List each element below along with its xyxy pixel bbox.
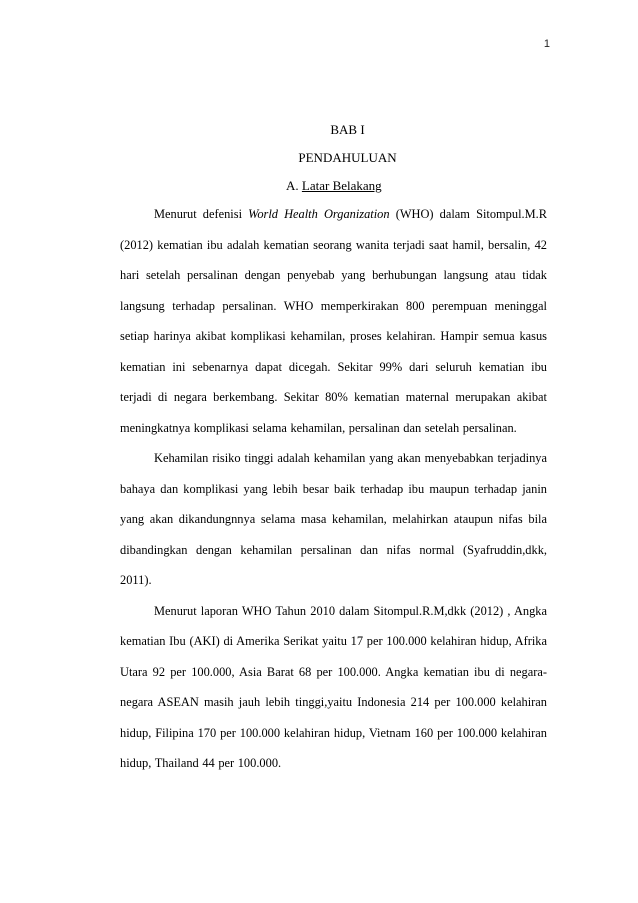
paragraph-1-before: Menurut defenisi	[154, 207, 249, 221]
section-title: Latar Belakang	[301, 178, 382, 193]
chapter-number: BAB I	[330, 122, 365, 137]
page-number: 1	[543, 38, 550, 50]
paragraph-1-after: (WHO) dalam Sitompul.M.R (2012) kematian ibu adalah kematian seorang wanita terjadi saat hamil, bersalin, 42 hari setelah persalinan dengan penyebab yang berhubungan langsung atau tidak langsung terhadap persalinan. WHO memperkirakan 800 perempuan meninggal setiap harinya akibat komplikasi kehamilan, proses kelahiran. Hampir semua kasus kematian ini sebenarnya dapat dicegah. Sekitar 99% dari seluruh kematian ibu terjadi di negara berkembang. Sekitar 80% kematian maternal merupakan akibat meningkatnya komplikasi selama kehamilan, persalinan dan setelah persalinan.	[120, 207, 547, 435]
paragraph-3: Menurut laporan WHO Tahun 2010 dalam Sitompul.R.M,dkk (2012) , Angka kematian Ibu (AKI) di Amerika Serikat yaitu 17 per 100.000 kelahiran hidup, Afrika Utara 92 per 100.000, Asia Barat 68 per 100.000. Angka kematian ibu di negara-negara ASEAN masih jauh lebih tinggi,yaitu Indonesia 214 per 100.000 kelahiran hidup, Filipina 170 per 100.000 kelahiran hidup, Vietnam 160 per 100.000 kelahiran hidup, Thailand 44 per 100.000.	[120, 603, 547, 770]
paragraph-1-italic: World Health Organization	[248, 207, 390, 221]
chapter-title: PENDAHULUAN	[298, 150, 397, 165]
paragraph-2: Kehamilan risiko tinggi adalah kehamilan yang akan menyebabkan terjadinya bahaya dan komplikasi yang lebih besar baik terhadap ibu maupun terhadap janin yang akan dikandungnnya selama masa kehamilan, melahirkan ataupun nifas bila dibandingkan dengan kehamilan persalinan dan nifas normal (Syafruddin,dkk, 2011).	[120, 451, 547, 587]
section-heading	[286, 178, 382, 194]
paragraph-1	[120, 199, 547, 443]
section-prefix: A.	[286, 178, 299, 193]
body-text	[120, 199, 547, 779]
